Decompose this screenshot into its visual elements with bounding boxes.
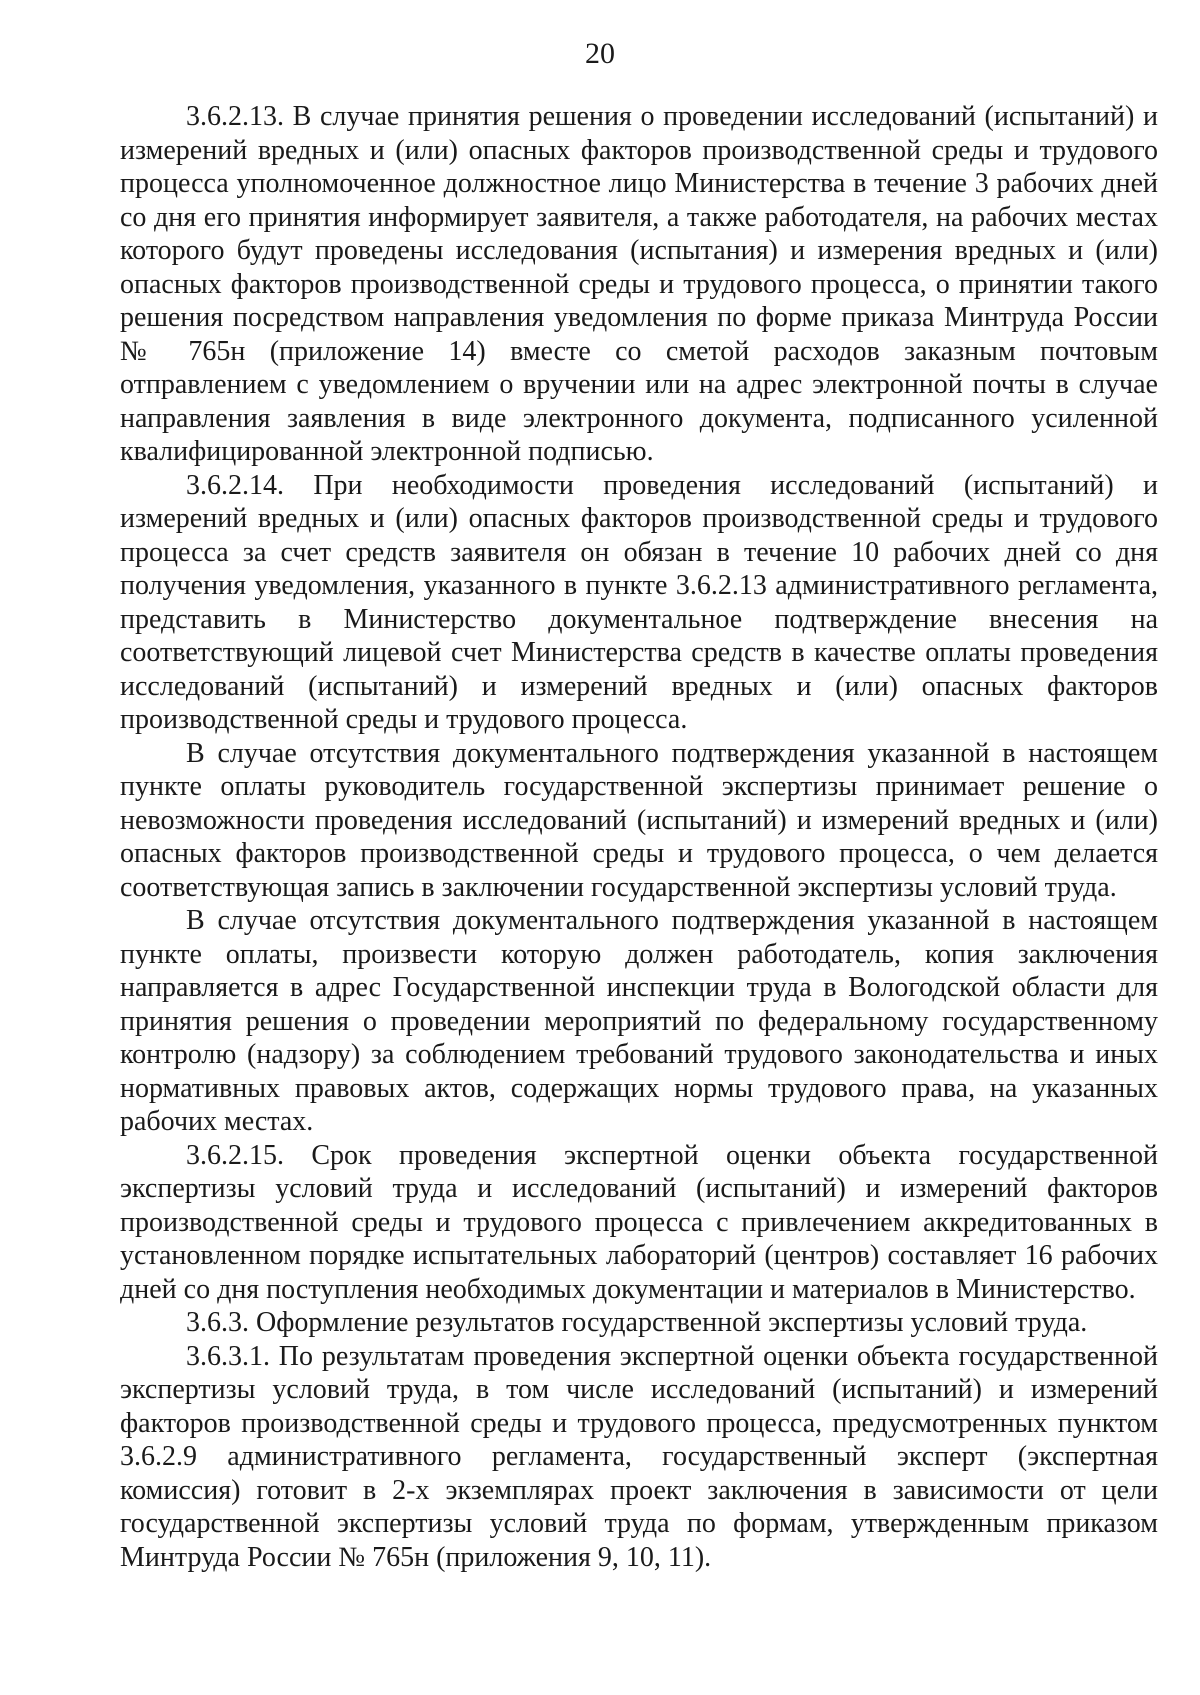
- paragraph-no-payment-applicant: В случае отсутствия документального подтверждения указанной в настоящем пункте оплаты руководитель государственной экспертизы принимает решение о невозможности проведения исследований (испытаний) и измерений вредных и (или) опасных факторов производственной среды и трудового процесса, о чем делается соответствующая запись в заключении государственной экспертизы условий труда.: [120, 737, 1158, 903]
- paragraph-no-payment-employer: В случае отсутствия документального подтверждения указанной в настоящем пункте оплаты, произвести которую должен работодатель, копия заключения направляется в адрес Государственной инспекции труда в Вологодской области для принятия решения о проведении мероприятий по федеральному государственному контролю (надзору) за соблюдением требований трудового законодательства и иных нормативных правовых актов, содержащих нормы трудового права, на указанных рабочих местах.: [120, 905, 1158, 1137]
- paragraph-3-6-2-15: 3.6.2.15. Срок проведения экспертной оценки объекта государственной экспертизы условий труда и исследований (испытаний) и измерений факторов производственной среды и трудового процесса с привлечением аккредитованных в установленном порядке испытательных лабораторий (центров) составляет 16 рабочих дней со дня поступления необходимых документации и материалов в Министерство.: [120, 1139, 1158, 1305]
- paragraph-3-6-3-heading: 3.6.3. Оформление результатов государственной экспертизы условий труда.: [186, 1307, 1088, 1338]
- paragraph-3-6-3-1: 3.6.3.1. По результатам проведения экспертной оценки объекта государственной экспертизы условий труда, в том числе исследований (испытаний) и измерений факторов производственной среды и трудового процесса, предусмотренных пунктом 3.6.2.9 административного регламента, государственный эксперт (экспертная комиссия) готовит в 2-х экземплярах проект заключения в зависимости от цели государственной экспертизы условий труда по формам, утвержденным приказом Минтруда России № 765н (приложения 9, 10, 11).: [120, 1340, 1158, 1573]
- paragraph-3-6-2-13: 3.6.2.13. В случае принятия решения о проведении исследований (испытаний) и измерений вредных и (или) опасных факторов производственной среды и трудового процесса уполномоченное должностное лицо Министерства в течение 3 рабочих дней со дня его принятия информирует заявителя, а также работодателя, на рабочих местах которого будут проведены исследования (испытания) и измерения вредных и (или) опасных факторов производственной среды и трудового процесса, о принятии такого решения посредством направления уведомления по форме приказа Минтруда России № 765н (приложение 14) вместе со сметой расходов заказным почтовым отправлением с уведомлением о вручении или на адрес электронной почты в случае направления заявления в виде электронного документа, подписанного усиленной квалифицированной электронной подписью.: [120, 101, 1158, 467]
- document-body: [120, 100, 1158, 1574]
- page-number: 20: [585, 37, 615, 70]
- paragraph-3-6-2-14: 3.6.2.14. При необходимости проведения исследований (испытаний) и измерений вредных и (или) опасных факторов производственной среды и трудового процесса за счет средств заявителя он обязан в течение 10 рабочих дней со дня получения уведомления, указанного в пункте 3.6.2.13 административного регламента, представить в Министерство документальное подтверждение внесения на соответствующий лицевой счет Министерства средств в качестве оплаты проведения исследований (испытаний) и измерений вредных и (или) опасных факторов производственной среды и трудового процесса.: [120, 469, 1158, 735]
